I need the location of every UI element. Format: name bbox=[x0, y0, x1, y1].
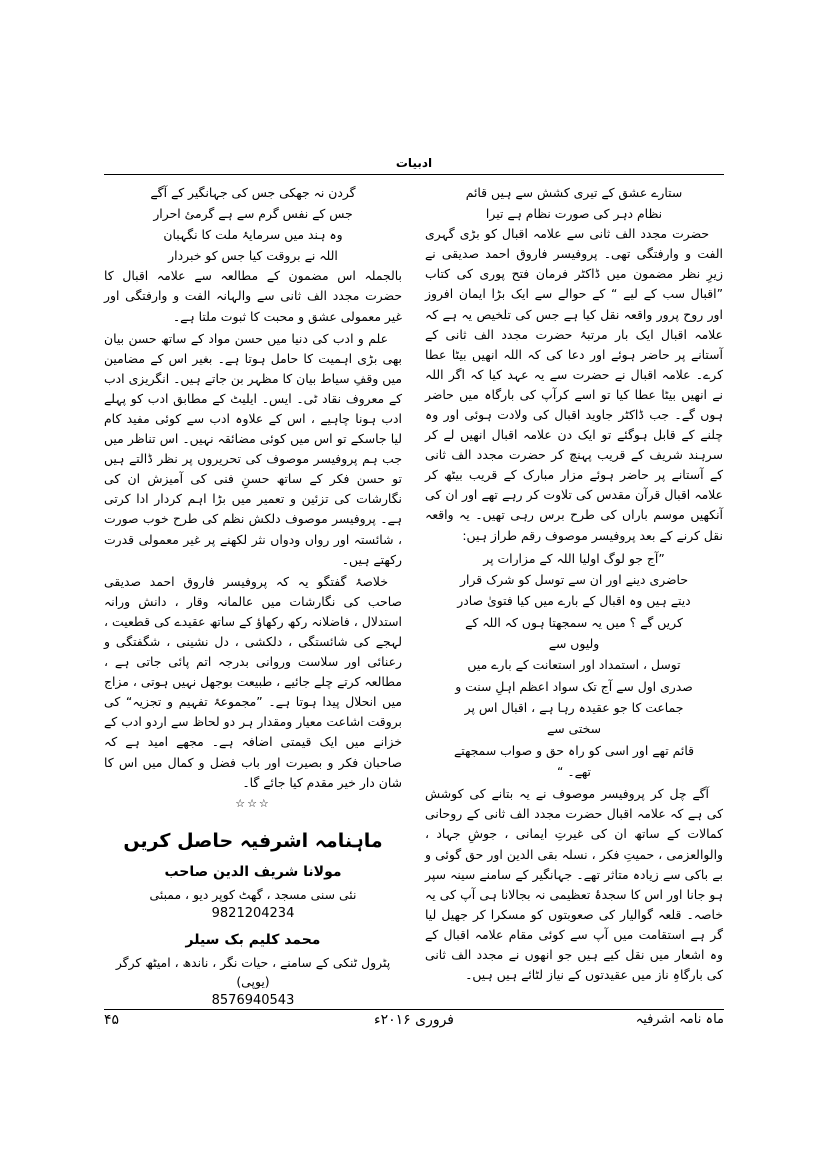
quotation-block bbox=[425, 548, 723, 783]
verse-line: اللہ نے بروقت کیا جس کو خبردار bbox=[168, 248, 338, 264]
body-paragraph: آگے چل کر پروفیسر موصوف نے یہ بتانے کی کوشش کی ہے کہ علامہ اقبال حضرت مجدد الف ثانی کے روحانی کمالات کے ساتھ ان کی غیرتِ ایمانی ، جوشِ جہاد ، والوالعزمی ، حمیتِ فکر ، نسلہ بقی الدین اور حق گوئی و بے باکی سے زیادہ متاثر تھے۔ جہانگیر کے سامنے سینہ سپر ہو جانا اور اس کا سجدۂ تعظیمی نہ بجالانا ہی آپ کی یہ خاصہ۔ قلعہ گوالیار کی صعوبتوں کو مسکرا کر جھیل لیا گر ہے استقامت میں آپ سے کوئی مقام علامہ اقبال کے وہ اشعار میں نقل کیے ہیں جو انھوں نے مجدد الف ثانی کی بارگاہِ ناز میں عقیدتوں کے نیاز لٹائے ہیں ہیں۔ bbox=[425, 786, 723, 983]
footer-rule bbox=[104, 1009, 724, 1010]
quote-line: توسل ، استمداد اور استعانت کے بارے میں bbox=[467, 657, 681, 673]
footer-issue-date: فروری ۲۰۱۶ء bbox=[373, 1012, 455, 1028]
advertisement-block bbox=[104, 827, 402, 1012]
advert-phone-1: 9821204234 bbox=[211, 905, 295, 921]
column-left bbox=[104, 182, 402, 1011]
advert-title: ماہنامہ اشرفیہ حاصل کریں bbox=[123, 829, 383, 852]
quote-line: دیتے ہیں وہ اقبال کے بارے میں کیا فتویٰ صادر bbox=[457, 593, 691, 609]
verse-line: گردن نہ جھکی جس کی جہانگیر کے آگے bbox=[150, 185, 356, 200]
page-footer bbox=[104, 1012, 724, 1036]
advert-address-1: نئی سنی مسجد ، گھٹ کوپر دیو ، ممبئی bbox=[149, 886, 357, 902]
header-rule bbox=[104, 174, 724, 175]
verse-line: ستارے عشق کے تیری کشش سے ہیں قائم bbox=[465, 185, 683, 200]
page-header bbox=[104, 156, 724, 170]
verse-line: وہ ہند میں سرمایۂ ملت کا نگہبان bbox=[163, 227, 343, 243]
verse-line: نظام دہر کی صورت نظام ہے تیرا bbox=[485, 206, 663, 222]
quote-line: جماعت کا جو عقیدہ رہا ہے ، اقبال اس پر سختی سے bbox=[464, 699, 684, 737]
quote-line: کریں گے ؟ میں یہ سمجھتا ہوں کہ اللہ کے ولیوں سے bbox=[465, 614, 683, 651]
body-paragraph: بالجملہ اس مضمون کے مطالعہ سے علامہ اقبال کا حضرت مجدد الف ثانی سے والہانہ الفت و وارفتگی اور غیر معمولی عشق و محبت کا ثبوت ملتا ہے۔ bbox=[104, 268, 402, 324]
advert-phone-2: 8576940543 bbox=[211, 993, 295, 1009]
advert-contact-name-2: محمد کلیم بک سیلر bbox=[185, 932, 321, 949]
header-title: ادبیات bbox=[395, 156, 433, 170]
footer-magazine-name: ماہ نامہ اشرفیہ bbox=[635, 1012, 724, 1027]
footer-page-number: ۴۵ bbox=[104, 1012, 120, 1028]
quote-line: ”آج جو لوگ اولیا اللہ کے مزارات پر bbox=[483, 550, 665, 566]
column-right bbox=[425, 182, 723, 987]
body-paragraph: حضرت مجدد الف ثانی سے علامہ اقبال کو بڑی گہری الفت و وارفتگی تھی۔ پروفیسر فاروق احمد صدیقی نے زیرِ نظر مضمون میں ڈاکٹر فرمان فتح پوری کی کتاب ”اقبال سب کے لیے “ کے حوالے سے ایک بڑا ایمان افروز اور روح پرور واقعہ نقل کیا ہے جس کی تلخیص یہ ہے کہ علامہ اقبال ایک بار مرتبۂ حضرت مجدد الف ثانی کے آستانے پر حاضر ہوئے اور دعا کی کہ اللہ انھیں بیٹا عطا کرے۔ علامہ اقبال نے حضرت سے یہ عہد کیا کہ اگر اللہ نے انھیں بیٹا عطا کیا تو اسے کرآپ کی بارگاہ میں حاضر ہوں گے۔ جب ڈاکٹر جاوید اقبال کی ولادت ہوئی اور وہ چلنے کے قابل ہوگئے تو ایک دن علامہ اقبال انھیں لے کر سرہند شریف کے قریب پہنچ کر حضرت مجدد الف ثانی کے آستانے پر حاضر ہوئے مزار مبارک کے قریب بیٹھ کر علامہ اقبال قرآن مقدس کی تلاوت کر رہے تھے اور ان کی آنکھیں موسم باراں کی طرح برس رہی تھیں۔ یہ واقعہ نقل کرنے کے بعد پروفیسر موصوف رقم طراز ہیں: bbox=[425, 226, 723, 543]
body-paragraph: خلاصۂ گفتگو یہ کہ پروفیسر فاروق احمد صدیقی صاحب کی نگارشات میں عالمانہ وقار ، دانش ورانہ استدلال ، فاضلانہ رکھ رکھاؤ کے ساتھ عقیدے کی قطعیت ، لہجے کی شائستگی ، دلکشی ، دل نشینی ، شگفتگی و رعنائی اور سلاست وروانی بدرجہ اتم پائی جاتی ہے ، مطالعہ کرتے چلے جائیے ، طبیعت بوجھل نہیں ہوتی ، مزاج میں انحلال پیدا ہوتا ہے۔ ”مجموعۂ تفہیم و تجزیہ“ کی بروقت اشاعت معیار ومقدار ہر دو لحاظ سے اردو ادب کے خزانے میں ایک قیمتی اضافہ ہے۔ مجھے امید ہے کہ صاحبان فکر و بصیرت اور باب فضل و کمال میں اس کا شان دار خیر مقدم کیا جائے گا۔ bbox=[104, 573, 402, 790]
section-divider-stars: ☆☆☆ bbox=[235, 796, 271, 810]
body-paragraph: علم و ادب کی دنیا میں حسن مواد کے ساتھ حسن بیان بھی بڑی اہمیت کا حامل ہوتا ہے۔ بغیر اس کے مضامین میں وقفِ سیاط بیان کا مظہر بن جاتے ہیں۔ انگریزی ادب کے معروف نقاد ٹی۔ ایس۔ ایلیٹ کے مطابق ادب کو پہلے ادب ہونا چاہیے ، اس کے علاوہ ادب سے کوئی مفید کام لیا جاسکے تو اس میں کوئی مضائقہ نہیں۔ اس تناظر میں جب ہم پروفیسر موصوف کی تحریروں پر نظر ڈالتے ہیں تو حسن فکر کے ساتھ حسنِ فنی کی آمیزش ان کی نگارشات کی تزئین و تعمیر میں بڑا اہم کردار ادا کرتی ہے۔ پروفیسر موصوف دلکش نظم کی طرح خوب صورت ، شائستہ اور رواں ودواں نثر لکھنے پر غیر معمولی قدرت رکھتے ہیں۔ bbox=[104, 330, 402, 567]
verse-block-left bbox=[104, 182, 402, 266]
verse-line: جس کے نفس گرم سے ہے گرمئ احرار bbox=[153, 206, 353, 222]
advert-address-2: پٹرول ٹنکی کے سامنے ، حیات نگر ، ناندھ ، امیٹھ کرگر (یوپی) bbox=[115, 954, 391, 989]
quote-line: حاضری دینے اور ان سے توسل کو شرک قرار bbox=[460, 571, 688, 587]
quote-line: قائم تھے اور اسی کو راہ حق و صواب سمجھتے تھے۔ “ bbox=[453, 742, 695, 779]
advert-contact-name-1: مولانا شریف الدین صاحب bbox=[164, 864, 342, 880]
verse-block-right bbox=[425, 182, 723, 224]
quote-line: صدری اول سے آج تک سواد اعظم اہلِ سنت و bbox=[455, 678, 693, 694]
